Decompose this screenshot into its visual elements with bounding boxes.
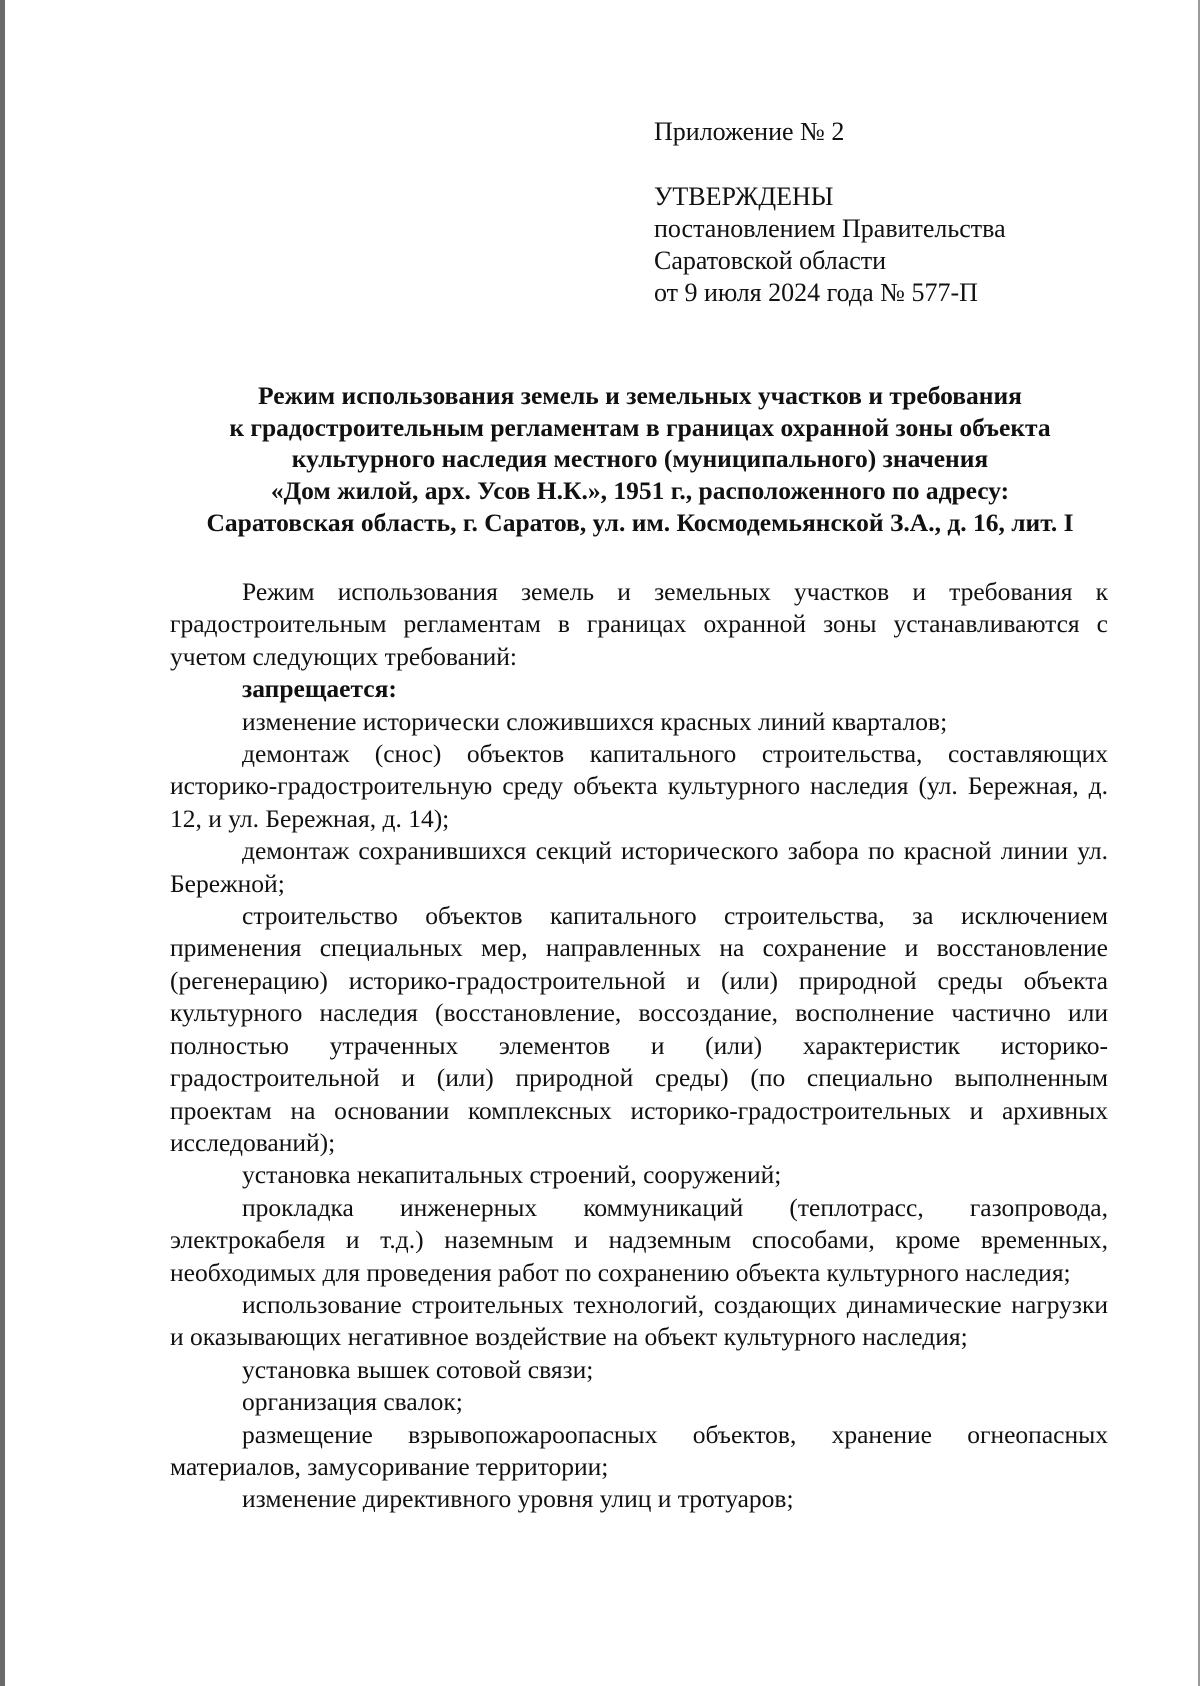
prohibited-heading: запрещается: — [242, 674, 397, 704]
appendix-number: Приложение № 2 — [654, 117, 845, 146]
document-body — [170, 576, 1108, 1516]
list-item: размещение взрывопожароопасных объектов, хранение огнеопасных материалов, замусоривание территории; — [170, 1419, 1108, 1481]
list-item: организация свалок; — [242, 1387, 463, 1417]
title-line: Режим использования земель и земельных участков и требования — [258, 381, 1022, 410]
approval-line-3: от 9 июля 2024 года № 577-П — [654, 278, 978, 307]
list-item: изменение директивного уровня улиц и тротуаров; — [242, 1484, 794, 1514]
list-item: прокладка инженерных коммуникаций (теплотрасс, газопровода, электрокабеля и т.д.) наземным и надземным способами, кроме временных, необходимых для проведения работ по сохранению объекта культурного наследия; — [170, 1192, 1108, 1287]
scan-left-edge — [0, 0, 5, 1686]
approval-block — [654, 116, 1006, 309]
approved-label: УТВЕРЖДЕНЫ — [654, 182, 834, 211]
list-item: демонтаж (снос) объектов капитального строительства, составляющих историко-градостроительную среду объекта культурного наследия (ул. Бережная, д. 12, и ул. Бережная, д. 14); — [170, 739, 1108, 833]
approval-line-1: постановлением Правительства — [654, 214, 1006, 243]
intro-paragraph: Режим использования земель и земельных участков и требования к градостроительным регламентам в границах охранной зоны устанавливаются с учетом следующих требований: — [170, 577, 1108, 671]
title-line: к градостроительным регламентам в границах охранной зоны объекта — [229, 412, 1051, 442]
list-item: демонтаж сохранившихся секций исторического забора по красной линии ул. Бережной; — [170, 836, 1108, 898]
document-title — [160, 380, 1120, 539]
list-item: строительство объектов капитального строительства, за исключением применения специальных мер, направленных на сохранение и восстановление (регенерацию) историко-градостроительной и (или) природной среды объекта культурного наследия (восстановление, воссоздание, восполнение частично или полностью утраченных элементов и (или) характеристик историко-градостроительной и (или) природной среды) (по специально выполненным проектам на основании комплексных историко-градостроительных и архивных исследований); — [170, 901, 1108, 1157]
title-line: «Дом жилой, арх. Усов Н.К.», 1951 г., расположенного по адресу: — [270, 476, 1010, 506]
list-item: изменение исторически сложившихся красных линий кварталов; — [242, 706, 948, 736]
list-item: установка некапитальных строений, сооружений; — [242, 1160, 782, 1190]
title-line: культурного наследия местного (муниципального) значения — [291, 444, 989, 474]
list-item: использование строительных технологий, создающих динамические нагрузки и оказывающих негативное воздействие на объект культурного наследия; — [170, 1289, 1108, 1352]
approval-line-2: Саратовской области — [654, 246, 887, 275]
list-item: установка вышек сотовой связи; — [242, 1354, 594, 1384]
title-line: Саратовская область, г. Саратов, ул. им. Космодемьянской З.А., д. 16, лит. I — [206, 507, 1074, 537]
